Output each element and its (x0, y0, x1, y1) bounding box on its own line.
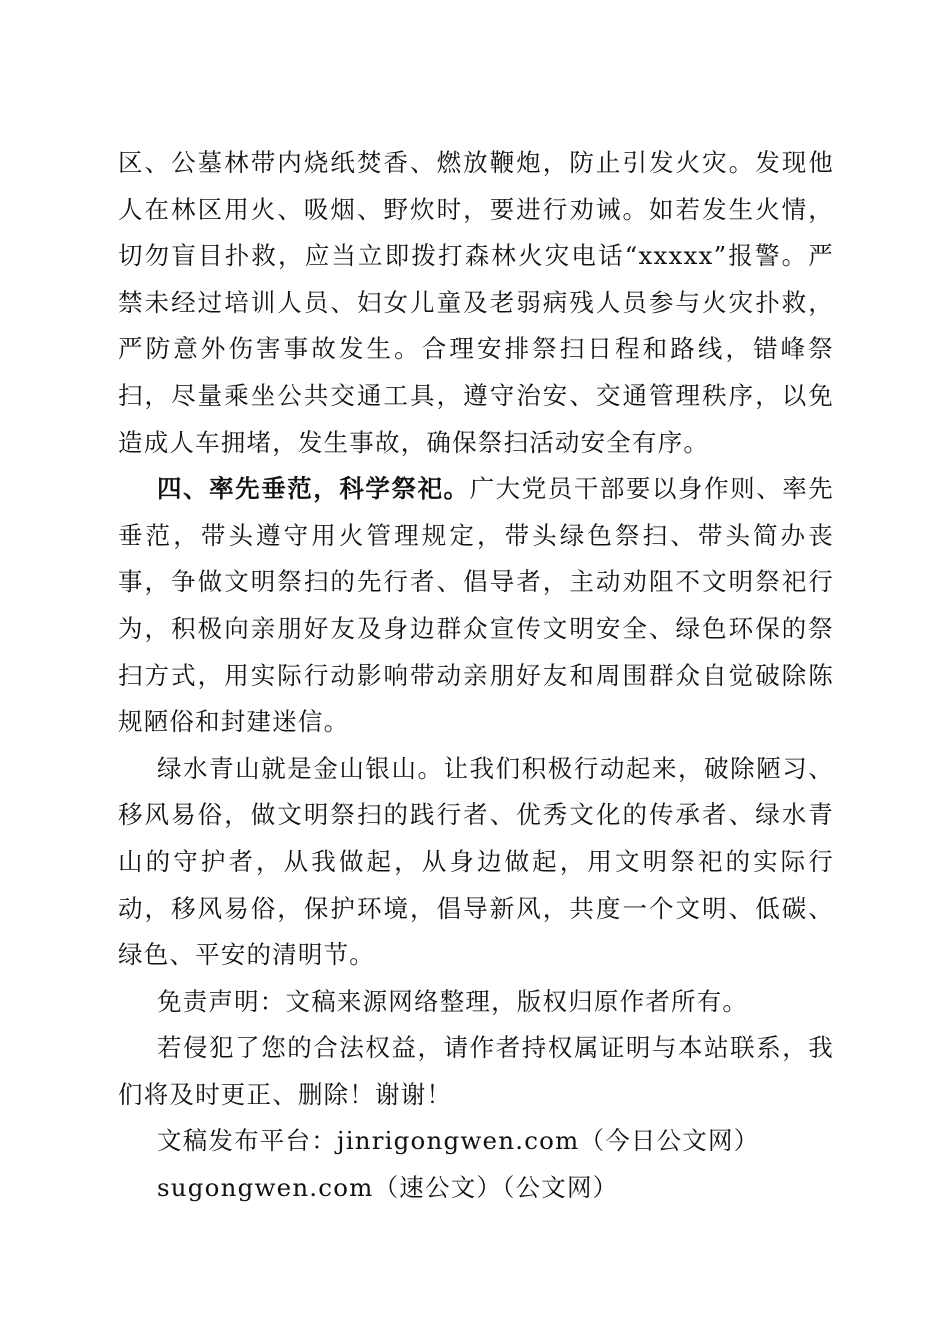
paragraph-text: 区、公墓林带内烧纸焚香、燃放鞭炮，防止引发火灾。发现他人在林区用火、吸烟、野炊时，要进行劝诫。如若发生火情，切勿盲目扑救，应当立即拨打森林火灾电话“xxxxx”报警。严禁未经过培训人员、妇女儿童及老弱病残人员参与火灾扑救，严防意外伤害事故发生。合理安排祭扫日程和路线，错峰祭扫，尽量乘坐公共交通工具，遵守治安、交通管理秩序，以免造成人车拥堵，发生事故，确保祭扫活动安全有序。 (118, 148, 834, 457)
platform-line (118, 1118, 834, 1165)
disclaimer-line (118, 979, 834, 1026)
paragraph-text: 广大党员干部要以身作则、率先垂范，带头遵守用火管理规定，带头绿色祭扫、带头简办丧事，争做文明祭扫的先行者、倡导者，主动劝阻不文明祭祀行为，积极向亲朋好友及身边群众宣传文明安全、绿色环保的祭扫方式，用实际行动影响带动亲朋好友和周围群众自觉破除陈规陋俗和封建迷信。 (118, 474, 834, 737)
document-body (118, 140, 834, 1212)
paragraph-fire-safety (118, 140, 834, 466)
section-heading: 四、率先垂范，科学祭祀。 (157, 474, 470, 504)
paragraph-lead-by-example (118, 466, 834, 746)
disclaimer-text: 免责声明：文稿来源网络整理，版权归原作者所有。 (157, 986, 749, 1016)
disclaimer-contact (118, 1025, 834, 1118)
paragraph-text: 绿水青山就是金山银山。让我们积极行动起来，破除陋习、移风易俗，做文明祭扫的践行者、优秀文化的传承者、绿水青山的守护者，从我做起，从身边做起，用文明祭祀的实际行动，移风易俗，保护环境，倡导新风，共度一个文明、低碳、绿色、平安的清明节。 (118, 753, 834, 970)
disclaimer-contact-text: 若侵犯了您的合法权益，请作者持权属证明与本站联系，我们将及时更正、删除！谢谢！ (118, 1033, 834, 1109)
paragraph-conclusion (118, 746, 834, 979)
platform-text: 文稿发布平台：jinrigongwen.com（今日公文网） (157, 1126, 760, 1156)
site-line (118, 1165, 834, 1212)
site-text: sugongwen.com（速公文）（公文网） (157, 1173, 619, 1203)
